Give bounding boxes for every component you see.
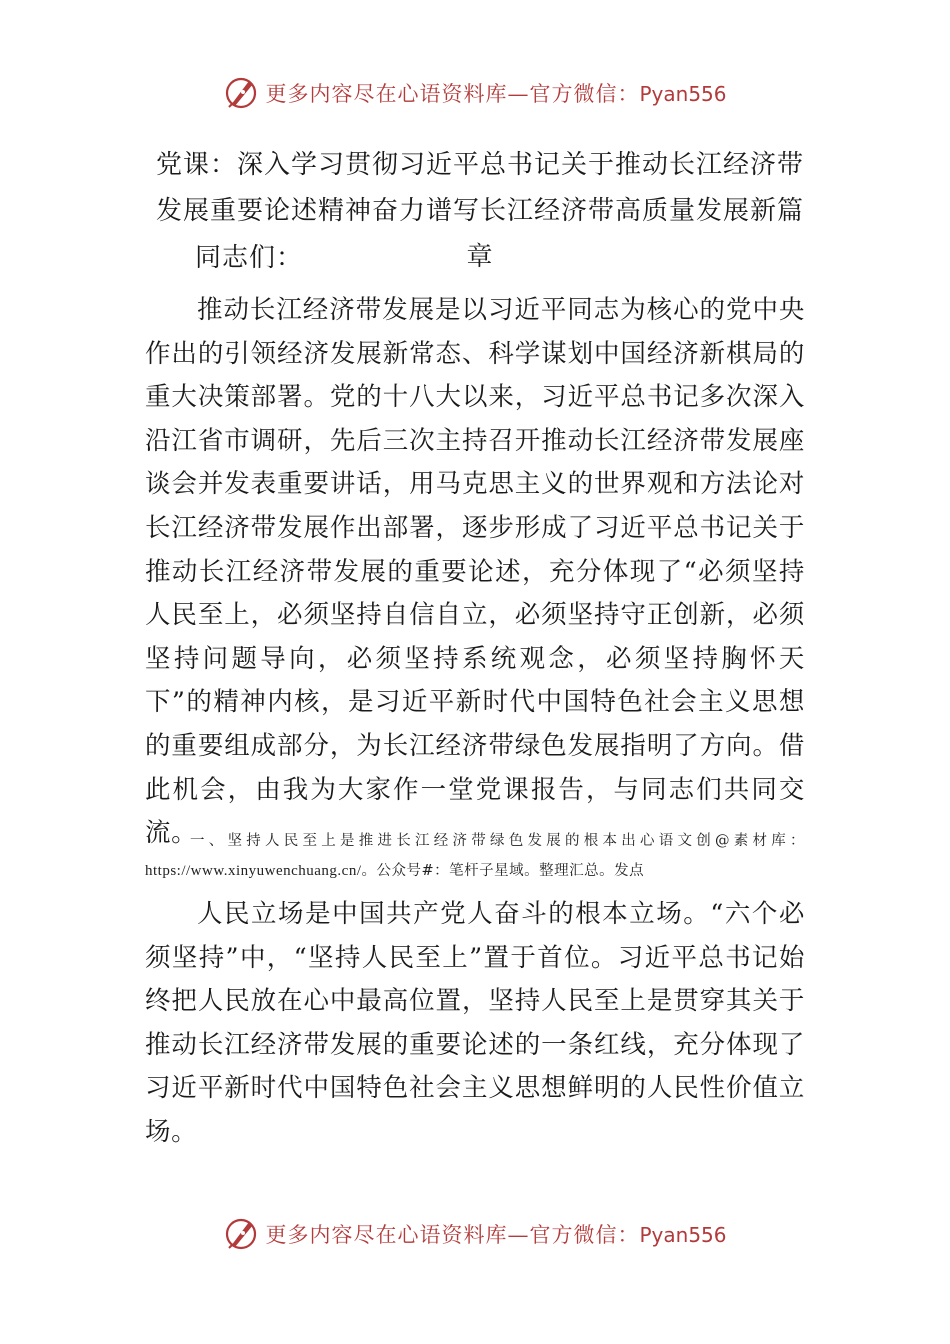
salutation: 同志们：	[195, 243, 304, 273]
wechat-handle: Pyan556	[639, 1223, 727, 1247]
banner-text: 更多内容尽在心语资料库—官方微信：Pyan556	[265, 82, 727, 106]
header-banner	[0, 73, 950, 113]
body-paragraph-1: 推动长江经济带发展是以习近平同志为核心的党中央作出的引领经济发展新常态、科学谋划中国经济新棋局的重大决策部署。党的十八大以来，习近平总书记多次深入沿江省市调研，先后三次主持召开推动长江经济带发展座谈会并发表重要讲话，用马克思主义的世界观和方法论对长江经济带发展作出部署，逐步形成了习近平总书记关于推动长江经济带发展的重要论述，充分体现了“必须坚持人民至上，必须坚持自信自立，必须坚持守正创新，必须坚持问题导向，必须坚持系统观念，必须坚持胸怀天下”的精神内核，是习近平新时代中国特色社会主义思想的重要组成部分，为长江经济带绿色发展指明了方向。借此机会，由我为大家作一堂党课报告，与同志们共同交流。	[145, 295, 805, 849]
section-heading-note	[145, 826, 805, 886]
quill-pen-logo-icon	[223, 75, 259, 111]
footer-banner	[0, 1214, 950, 1254]
body-paragraph-2: 人民立场是中国共产党人奋斗的根本立场。“六个必须坚持”中，“坚持人民至上”置于首位。习近平总书记始终把人民放在心中最高位置，坚持人民至上是贯穿其关于推动长江经济带发展的重要论述的一条红线，充分体现了习近平新时代中国特色社会主义思想鲜明的人民性价值立场。	[145, 899, 805, 1147]
note-lead: 一、坚持人民至上是推进长江经济带绿色发展的根本出心语文创@素材库：	[190, 833, 805, 849]
banner-text: 更多内容尽在心语资料库—官方微信：Pyan556	[265, 1223, 727, 1247]
source-url[interactable]: https://www.xinyuwenchuang.cn/	[145, 863, 362, 879]
note-tail: 。公众号#：笔杆子星域。整理汇总。发点	[361, 863, 645, 879]
wechat-handle: Pyan556	[639, 82, 727, 106]
document-title: 党课：深入学习贯彻习近平总书记关于推动长江经济带发展重要论述精神奋力谱写长江经济带高质量发展新篇章	[155, 150, 804, 272]
quill-pen-logo-icon	[223, 1216, 259, 1252]
